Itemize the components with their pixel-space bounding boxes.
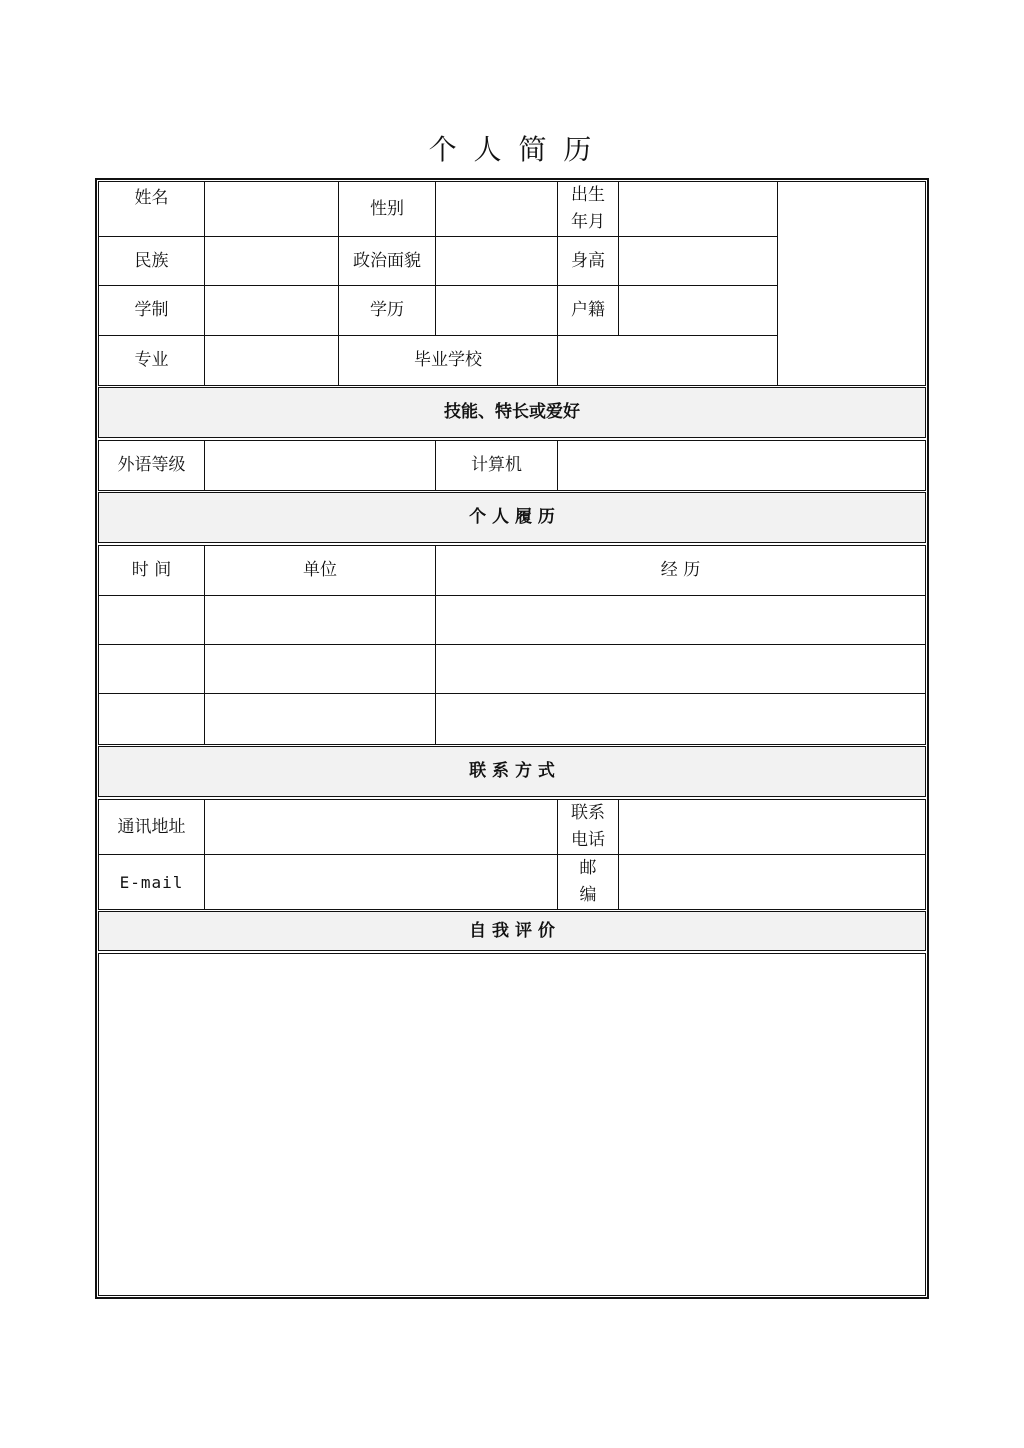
political-label: 政治面貌 [338,236,436,286]
phone-label [557,799,619,855]
gender-label: 性别 [338,181,436,237]
history-col-experience: 经 历 [435,545,926,596]
skills-header: 技能、特长或爱好 [98,387,926,438]
name-field[interactable] [204,181,339,237]
phone-label-line2: 电话 [571,830,605,850]
history-header: 个 人 履 历 [98,492,926,543]
postcode-label-line1: 邮 [579,858,597,878]
major-field[interactable] [204,335,339,386]
birth-label [557,181,619,237]
history-row-2-unit[interactable] [204,644,436,694]
email-field[interactable] [204,854,558,910]
graduate-school-field[interactable] [557,335,778,386]
address-label: 通讯地址 [98,799,205,855]
household-label: 户籍 [557,285,619,336]
political-field[interactable] [435,236,558,286]
photo-box[interactable] [777,181,926,386]
graduate-school-label: 毕业学校 [338,335,558,386]
postcode-field[interactable] [618,854,926,910]
computer-field[interactable] [557,440,926,491]
major-label: 专业 [98,335,205,386]
school-system-field[interactable] [204,285,339,336]
address-field[interactable] [204,799,558,855]
gender-field[interactable] [435,181,558,237]
language-label: 外语等级 [98,440,205,491]
birth-label-line1: 出生 [571,185,605,205]
contact-header: 联 系 方 式 [98,746,926,797]
self-eval-header: 自 我 评 价 [98,911,926,951]
email-label: E-mail [98,854,205,910]
history-row-3-unit[interactable] [204,693,436,745]
ethnicity-field[interactable] [204,236,339,286]
history-row-2-time[interactable] [98,644,205,694]
postcode-label [557,854,619,910]
height-field[interactable] [618,236,778,286]
education-label: 学历 [338,285,436,336]
resume-title: 个 人 简 历 [428,133,596,166]
phone-label-line1: 联系 [571,803,605,823]
history-row-2-experience[interactable] [435,644,926,694]
history-col-time: 时 间 [98,545,205,596]
name-label: 姓名 [98,181,205,237]
history-col-unit: 单位 [204,545,436,596]
postcode-label-line2: 编 [579,885,597,905]
height-label: 身高 [557,236,619,286]
ethnicity-label: 民族 [98,236,205,286]
language-field[interactable] [204,440,436,491]
history-row-1-unit[interactable] [204,595,436,645]
school-system-label: 学制 [98,285,205,336]
phone-field[interactable] [618,799,926,855]
self-eval-field[interactable] [98,953,926,1296]
birth-field[interactable] [618,181,778,237]
history-row-3-experience[interactable] [435,693,926,745]
computer-label: 计算机 [435,440,558,491]
education-field[interactable] [435,285,558,336]
history-row-1-time[interactable] [98,595,205,645]
history-row-3-time[interactable] [98,693,205,745]
birth-label-line2: 年月 [571,212,605,232]
household-field[interactable] [618,285,778,336]
history-row-1-experience[interactable] [435,595,926,645]
